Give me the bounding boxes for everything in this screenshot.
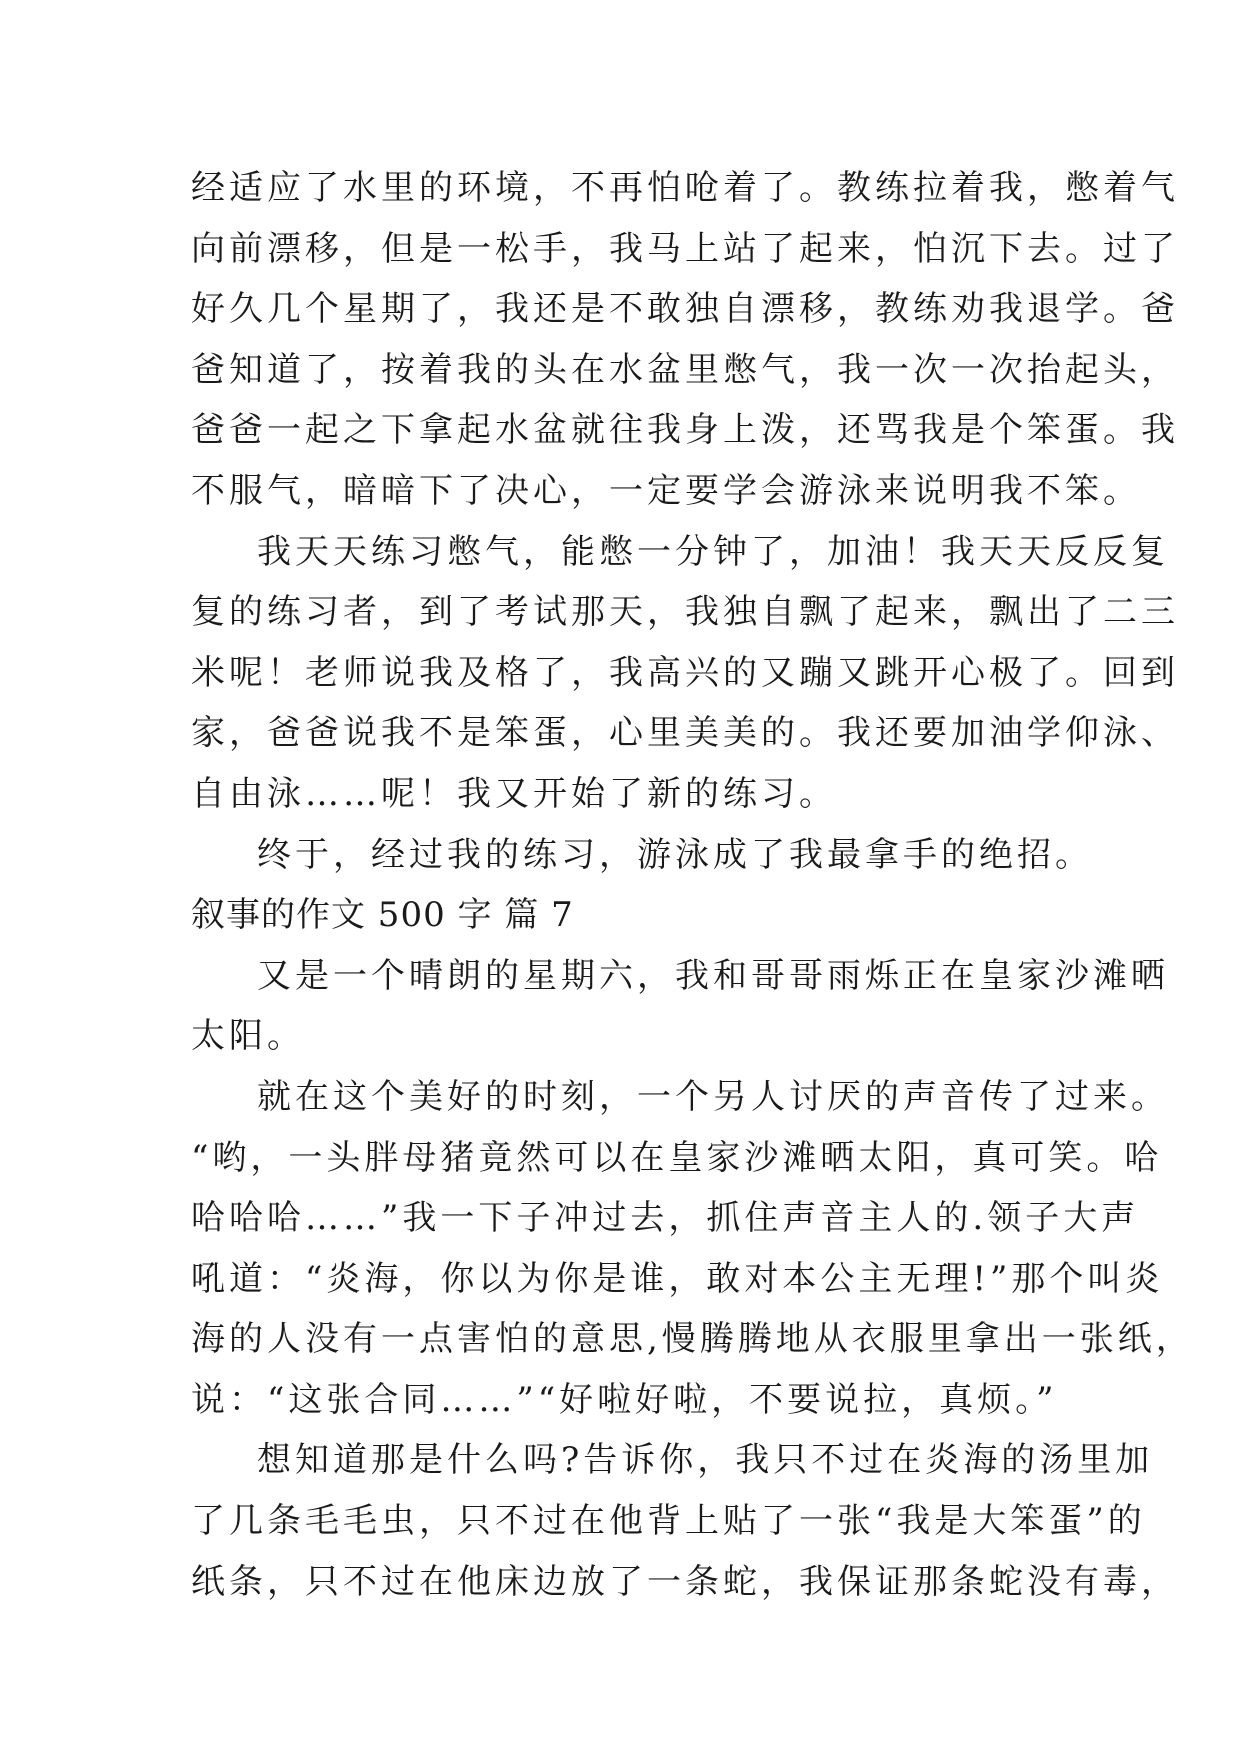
text-line: 就在这个美好的时刻，一个另人讨厌的声音传了过来。	[257, 1076, 1169, 1117]
text-line: 吼道：“炎海，你以为你是谁，敢对本公主无理!”那个叫炎	[191, 1258, 1164, 1299]
text-line: 我天天练习憋气，能憋一分钟了，加油！我天天反反复	[257, 531, 1169, 572]
text-line: 不服气，暗暗下了决心，一定要学会游泳来说明我不笨。	[191, 470, 1141, 511]
text-line: 海的人没有一点害怕的意思,慢腾腾地从衣服里拿出一张纸，	[191, 1319, 1194, 1360]
text-line: 纸条，只不过在他床边放了一条蛇，我保证那条蛇没有毒，	[191, 1561, 1179, 1602]
text-line: 复的练习者，到了考试那天，我独自飘了起来，飘出了二三	[191, 592, 1179, 633]
text-line: 了几条毛毛虫，只不过在他背上贴了一张“我是大笨蛋”的	[191, 1501, 1146, 1542]
text-line: 说：“这张合同……”“好啦好啦，不要说拉，真烦。”	[191, 1379, 1058, 1420]
text-line: 哈哈哈……”我一下子冲过去，抓住声音主人的.领子大声	[191, 1198, 1140, 1239]
text-line: 家，爸爸说我不是笨蛋，心里美美的。我还要加油学仰泳、	[191, 713, 1179, 754]
document-body	[191, 158, 1194, 1612]
text-line: 太阳。	[191, 1016, 305, 1057]
section-heading: 叙事的作文 500 字 篇 7	[191, 895, 574, 936]
text-line: 米呢！老师说我及格了，我高兴的又蹦又跳开心极了。回到	[191, 652, 1179, 693]
text-line: 终于，经过我的练习，游泳成了我最拿手的绝招。	[257, 834, 1093, 875]
text-line: 想知道那是什么吗?告诉你，我只不过在炎海的汤里加	[257, 1440, 1154, 1481]
text-line: 自由泳……呢！我又开始了新的练习。	[191, 773, 837, 814]
text-line: 向前漂移，但是一松手，我马上站了起来，怕沉下去。过了	[191, 228, 1179, 269]
text-line: 好久几个星期了，我还是不敢独自漂移，教练劝我退学。爸	[191, 289, 1179, 330]
text-line: “哟，一头胖母猪竟然可以在皇家沙滩晒太阳，真可笑。哈	[191, 1137, 1163, 1178]
text-line: 爸爸一起之下拿起水盆就往我身上泼，还骂我是个笨蛋。我	[191, 410, 1179, 451]
text-line: 又是一个晴朗的星期六，我和哥哥雨烁正在皇家沙滩晒	[257, 955, 1169, 996]
text-line: 爸知道了，按着我的头在水盆里憋气，我一次一次抬起头，	[191, 349, 1179, 390]
text-line: 经适应了水里的环境，不再怕呛着了。教练拉着我，憋着气	[191, 168, 1179, 208]
